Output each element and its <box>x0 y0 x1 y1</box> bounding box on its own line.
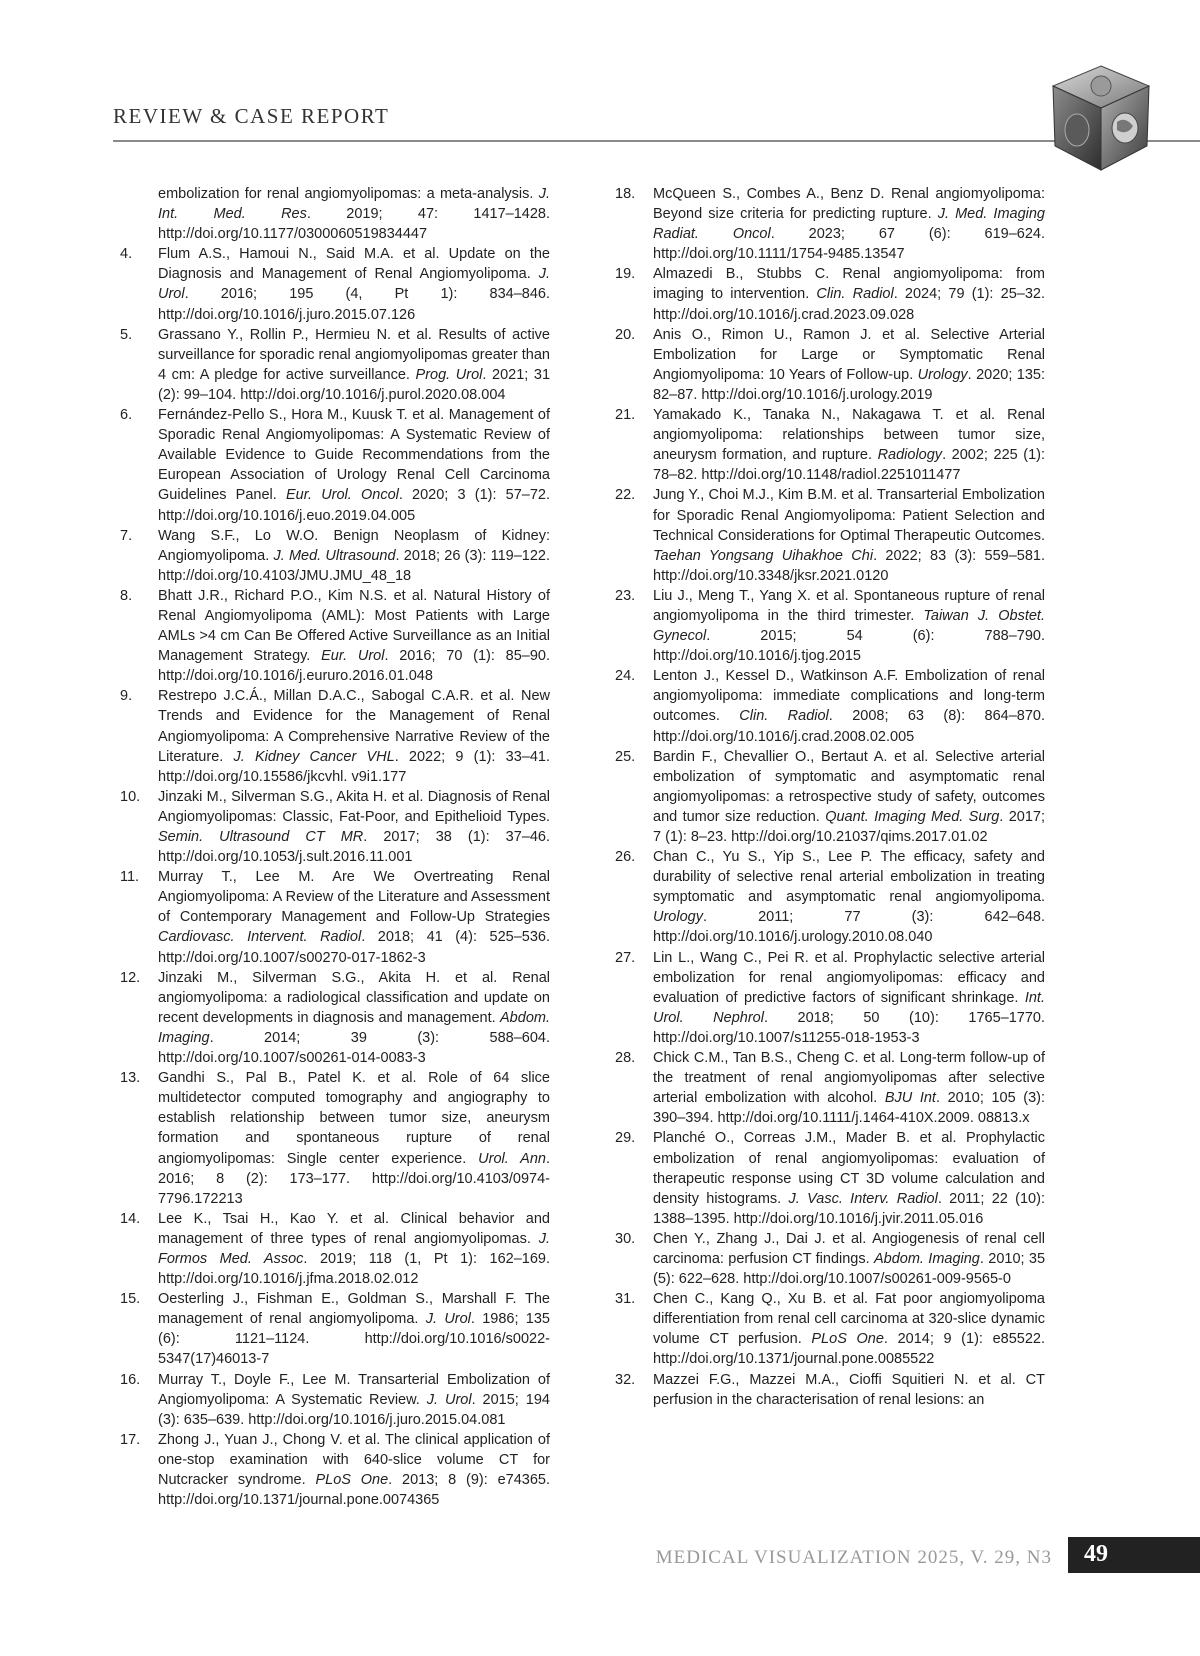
reference-number: 18. <box>615 184 635 204</box>
reference-item <box>120 787 550 867</box>
reference-text: Grassano Y., Rollin P., Hermieu N. et al. Results of active surveillance for sporadic renal angiomyolipomas greater than 4 cm: A pledge for active surveillance. <box>158 327 550 383</box>
reference-journal: Quant. Imaging Med. Surg <box>825 809 999 825</box>
reference-item <box>120 1370 550 1430</box>
reference-text: . 2022; 9 (1): 33–41. http://doi.org/10.15586/jkcvhl. v9i1.177 <box>158 749 550 785</box>
reference-number: 21. <box>615 405 635 425</box>
reference-text: Yamakado K., Tanaka N., Nakagawa T. et al. Renal angiomyolipoma: relationships between tumor size, aneurysm formation, and rupture. <box>653 407 1045 463</box>
reference-text: . 2015; 194 (3): 635–639. http://doi.org/10.1016/j.juro.2015.04.081 <box>158 1392 550 1428</box>
page-number: 49 <box>1084 1541 1108 1568</box>
journal-cube-logo-icon <box>1045 62 1157 174</box>
reference-item <box>615 747 1045 847</box>
reference-text: Wang S.F., Lo W.O. Benign Neoplasm of Kidney: Angiomyolipoma. <box>158 528 550 564</box>
reference-text: . 2018; 26 (3): 119–122. http://doi.org/10.4103/JMU.JMU_48_18 <box>158 548 550 584</box>
reference-journal: J. Vasc. Interv. Radiol <box>789 1191 938 1207</box>
reference-text: . 2013; 8 (9): e74365. http://doi.org/10.1371/journal.pone.0074365 <box>158 1472 550 1508</box>
reference-text: Bhatt J.R., Richard P.O., Kim N.S. et al. Natural History of Renal Angiomyolipoma (AML): Most Patients with Large AMLs >4 cm Can Be Offered Active Surveillance as an Initial Management Strategy. <box>158 588 550 664</box>
reference-text: . 2019; 118 (1, Pt 1): 162–169. http://doi.org/10.1016/j.jfma.2018.02.012 <box>158 1251 550 1287</box>
reference-item <box>615 586 1045 666</box>
reference-text: McQueen S., Combes A., Benz D. Renal angiomyolipoma: Beyond size criteria for predicting rupture. <box>653 186 1045 222</box>
reference-number: 15. <box>120 1289 140 1309</box>
reference-journal: Clin. Radiol <box>739 708 829 724</box>
reference-number: 24. <box>615 666 635 686</box>
reference-text: Planché O., Correas J.M., Mader B. et al. Prophylactic embolization of renal angiomyolipomas: evaluation of therapeutic response using CT 3D volume calculation and density histograms. <box>653 1130 1045 1206</box>
references-left-column <box>120 184 550 1510</box>
reference-number: 28. <box>615 1048 635 1068</box>
reference-number: 17. <box>120 1430 140 1450</box>
reference-text: Mazzei F.G., Mazzei M.A., Cioffi Squitieri N. et al. CT perfusion in the characterisation of renal lesions: an <box>653 1372 1045 1408</box>
reference-text: Murray T., Doyle F., Lee M. Transarterial Embolization of Angiomyolipoma: A Systematic Review. <box>158 1372 550 1408</box>
reference-item <box>615 666 1045 746</box>
reference-text: . 2015; 54 (6): 788–790. http://doi.org/10.1016/j.tjog.2015 <box>653 628 1045 664</box>
reference-text: . 2011; 22 (10): 1388–1395. http://doi.org/10.1016/j.jvir.2011.05.016 <box>653 1191 1045 1227</box>
reference-journal: J. Med. Ultrasound <box>273 548 395 564</box>
reference-text: Chen Y., Zhang J., Dai J. et al. Angiogenesis of renal cell carcinoma: perfusion CT findings. <box>653 1231 1045 1267</box>
reference-item <box>120 405 550 526</box>
reference-number: 10. <box>120 787 140 807</box>
reference-text: Bardin F., Chevallier O., Bertaut A. et al. Selective arterial embolization of symptomatic and asymptomatic renal angiomyolipomas: a retrospective study of safety, outcomes and tumor size reduction. <box>653 749 1045 825</box>
reference-item <box>120 1289 550 1369</box>
reference-journal: Urology <box>918 367 968 383</box>
reference-text: . 1986; 135 (6): 1121–1124. http://doi.org/10.1016/s0022-5347(17)46013-7 <box>158 1311 550 1367</box>
reference-journal: Radiology <box>878 447 943 463</box>
reference-number: 9. <box>120 686 132 706</box>
reference-number: 14. <box>120 1209 140 1229</box>
reference-journal: PLoS One <box>811 1331 884 1347</box>
reference-text: . 2018; 41 (4): 525–536. http://doi.org/10.1007/s00270-017-1862-3 <box>158 929 550 965</box>
reference-text: Chick C.M., Tan B.S., Cheng C. et al. Long-term follow-up of the treatment of renal angiomyolipomas after selective arterial embolization with alcohol. <box>653 1050 1045 1106</box>
reference-item <box>615 1370 1045 1410</box>
reference-journal: BJU Int <box>885 1090 936 1106</box>
reference-number: 31. <box>615 1289 635 1309</box>
reference-item <box>120 968 550 1068</box>
reference-item <box>120 526 550 586</box>
reference-journal: J. Urol <box>158 266 550 302</box>
reference-number: 27. <box>615 948 635 968</box>
reference-journal: Urol. Ann <box>478 1151 546 1167</box>
reference-item <box>120 867 550 967</box>
reference-text: . 2020; 3 (1): 57–72. http://doi.org/10.1016/j.euo.2019.04.005 <box>158 487 550 523</box>
reference-journal: J. Int. Med. Res <box>158 186 550 222</box>
reference-item <box>615 948 1045 1048</box>
reference-number: 20. <box>615 325 635 345</box>
reference-journal: J. Urol <box>427 1392 472 1408</box>
reference-item <box>120 325 550 405</box>
reference-text: Jinzaki M., Silverman S.G., Akita H. et al. Renal angiomyolipoma: a radiological classification and update on recent developments in diagnosis and management. <box>158 970 550 1026</box>
reference-item <box>615 1229 1045 1289</box>
reference-number: 6. <box>120 405 132 425</box>
reference-journal: Clin. Radiol <box>816 286 893 302</box>
reference-item <box>615 1128 1045 1228</box>
reference-number: 23. <box>615 586 635 606</box>
reference-item <box>615 1289 1045 1369</box>
reference-number: 8. <box>120 586 132 606</box>
reference-journal: Abdom. Imaging <box>874 1251 980 1267</box>
reference-text: Lin L., Wang C., Pei R. et al. Prophylactic selective arterial embolization for renal angiomyolipomas: efficacy and evaluation of predictive factors of significant shrinkage. <box>653 950 1045 1006</box>
reference-item <box>120 1068 550 1209</box>
reference-text: Flum A.S., Hamoui N., Said M.A. et al. Update on the Diagnosis and Management of Renal Angiomyolipoma. <box>158 246 550 282</box>
reference-journal: Urology <box>653 909 703 925</box>
reference-journal: Eur. Urol. Oncol <box>286 487 399 503</box>
reference-text: Lenton J., Kessel D., Watkinson A.F. Embolization of renal angiomyolipoma: immediate complications and long-term outcomes. <box>653 668 1045 724</box>
reference-journal: Cardiovasc. Intervent. Radiol <box>158 929 361 945</box>
reference-text: embolization for renal angiomyolipomas: a meta-analysis. <box>158 186 539 202</box>
reference-item <box>120 184 550 244</box>
reference-item <box>120 244 550 324</box>
reference-text: Jinzaki M., Silverman S.G., Akita H. et al. Diagnosis of Renal Angiomyolipomas: Classic, Fat-Poor, and Epithelioid Types. <box>158 789 550 825</box>
reference-text: . 2022; 83 (3): 559–581. http://doi.org/10.3348/jksr.2021.0120 <box>653 548 1045 584</box>
reference-number: 13. <box>120 1068 140 1088</box>
reference-journal: J. Kidney Cancer VHL <box>234 749 395 765</box>
reference-item <box>615 405 1045 485</box>
reference-text: . 2011; 77 (3): 642–648. http://doi.org/10.1016/j.urology.2010.08.040 <box>653 909 1045 945</box>
reference-journal: J. Urol <box>426 1311 471 1327</box>
reference-item <box>120 586 550 686</box>
reference-number: 26. <box>615 847 635 867</box>
reference-item <box>615 485 1045 585</box>
reference-text: Jung Y., Choi M.J., Kim B.M. et al. Transarterial Embolization for Sporadic Renal Angiomyolipoma: Patient Selection and Technical Considerations for Optimal Therapeutic Outcomes. <box>653 487 1045 543</box>
reference-text: Anis O., Rimon U., Ramon J. et al. Selective Arterial Embolization for Large or Symptomatic Renal Angiomyolipoma: 10 Years of Follow-up. <box>653 327 1045 383</box>
reference-text: Liu J., Meng T., Yang X. et al. Spontaneous rupture of renal angiomyolipoma in the third trimester. <box>653 588 1045 624</box>
reference-item <box>615 1048 1045 1128</box>
reference-journal: Int. Urol. Nephrol <box>653 990 1045 1026</box>
reference-text: . 2017; 7 (1): 8–23. http://doi.org/10.21037/qims.2017.01.02 <box>653 809 1045 845</box>
reference-text: . 2019; 47: 1417–1428. http://doi.org/10.1177/0300060519834447 <box>158 206 550 242</box>
reference-journal: J. Med. Imaging Radiat. Oncol <box>653 206 1045 242</box>
reference-text: . 2002; 225 (1): 78–82. http://doi.org/10.1148/radiol.2251011477 <box>653 447 1045 483</box>
reference-number: 25. <box>615 747 635 767</box>
reference-text: . 2014; 9 (1): e85522. http://doi.org/10.1371/journal.pone.0085522 <box>653 1331 1045 1367</box>
reference-journal: Abdom. Imaging <box>158 1010 550 1046</box>
reference-item <box>615 325 1045 405</box>
reference-text: . 2016; 70 (1): 85–90. http://doi.org/10.1016/j.eururo.2016.01.048 <box>158 648 550 684</box>
reference-number: 16. <box>120 1370 140 1390</box>
references-right-column <box>615 184 1045 1410</box>
reference-text: . 2010; 35 (5): 622–628. http://doi.org/10.1007/s00261-009-9565-0 <box>653 1251 1045 1287</box>
reference-text: . 2020; 135: 82–87. http://doi.org/10.1016/j.urology.2019 <box>653 367 1045 403</box>
reference-text: . 2023; 67 (6): 619–624. http://doi.org/10.1111/1754-9485.13547 <box>653 226 1045 262</box>
reference-text: Oesterling J., Fishman E., Goldman S., Marshall F. The management of renal angiomyolipoma. <box>158 1291 550 1327</box>
reference-number: 32. <box>615 1370 635 1390</box>
reference-number: 12. <box>120 968 140 988</box>
reference-text: Lee K., Tsai H., Kao Y. et al. Clinical behavior and management of three types of renal angiomyolipomas. <box>158 1211 550 1247</box>
section-title: REVIEW & CASE REPORT <box>113 104 389 129</box>
reference-text: Fernández-Pello S., Hora M., Kuusk T. et al. Management of Sporadic Renal Angiomyolipomas: A Systematic Review of Available Evidence to Guide Recommendations from the European Association of Urology Renal Cell Carcinoma Guidelines Panel. <box>158 407 550 503</box>
reference-text: Zhong J., Yuan J., Chong V. et al. The clinical application of one-stop examination with 640-slice volume CT for Nutcracker syndrome. <box>158 1432 550 1488</box>
reference-text: Almazedi B., Stubbs C. Renal angiomyolipoma: from imaging to intervention. <box>653 266 1045 302</box>
reference-text: . 2008; 63 (8): 864–870. http://doi.org/10.1016/j.crad.2008.02.005 <box>653 708 1045 744</box>
reference-item <box>120 1209 550 1289</box>
reference-journal: Semin. Ultrasound CT MR <box>158 829 363 845</box>
reference-text: . 2016; 8 (2): 173–177. http://doi.org/10.4103/0974-7796.172213 <box>158 1151 550 1207</box>
reference-item <box>615 184 1045 264</box>
reference-text: Gandhi S., Pal B., Patel K. et al. Role of 64 slice multidetector computed tomography and angiography to establish relationship between tumor size, aneurysm formation and spontaneous rupture of renal angiomyolipomas: Single center experience. <box>158 1070 550 1166</box>
reference-text: Chan C., Yu S., Yip S., Lee P. The efficacy, safety and durability of selective renal arterial embolization in treating symptomatic and asymptomatic renal angiomyolipoma. <box>653 849 1045 905</box>
journal-footer: MEDICAL VISUALIZATION 2025, V. 29, N3 <box>656 1547 1052 1569</box>
reference-text: Murray T., Lee M. Are We Overtreating Renal Angiomyolipoma: A Review of the Literature and Assessment of Contemporary Management and Follow-Up Strategies <box>158 869 550 925</box>
reference-number: 19. <box>615 264 635 284</box>
reference-journal: J. Formos Med. Assoc <box>158 1231 550 1267</box>
reference-number: 5. <box>120 325 132 345</box>
reference-text: . 2010; 105 (3): 390–394. http://doi.org/10.1111/j.1464-410X.2009. 08813.x <box>653 1090 1045 1126</box>
reference-text: . 2017; 38 (1): 37–46. http://doi.org/10.1053/j.sult.2016.11.001 <box>158 829 550 865</box>
reference-text: . 2014; 39 (3): 588–604. http://doi.org/10.1007/s00261-014-0083-3 <box>158 1030 550 1066</box>
header-rule <box>113 140 1200 142</box>
reference-item <box>120 1430 550 1510</box>
reference-number: 22. <box>615 485 635 505</box>
reference-journal: Taiwan J. Obstet. Gynecol <box>653 608 1045 644</box>
reference-item <box>120 686 550 786</box>
reference-text: Chen C., Kang Q., Xu B. et al. Fat poor angiomyolipoma differentiation from renal cell carcinoma at 320-slice dynamic volume CT perfusion. <box>653 1291 1045 1347</box>
reference-number: 11. <box>120 867 139 887</box>
reference-text: . 2016; 195 (4, Pt 1): 834–846. http://doi.org/10.1016/j.juro.2015.07.126 <box>158 286 550 322</box>
reference-item <box>615 264 1045 324</box>
reference-text: Restrepo J.C.Á., Millan D.A.C., Sabogal C.A.R. et al. New Trends and Evidence for the Management of Renal Angiomyolipoma: A Comprehensive Narrative Review of the Literature. <box>158 688 550 764</box>
reference-item <box>615 847 1045 947</box>
reference-number: 4. <box>120 244 132 264</box>
reference-number: 29. <box>615 1128 635 1148</box>
reference-journal: Prog. Urol <box>416 367 483 383</box>
reference-journal: Taehan Yongsang Uihakhoe Chi <box>653 548 873 564</box>
reference-number: 30. <box>615 1229 635 1249</box>
reference-text: . 2021; 31 (2): 99–104. http://doi.org/10.1016/j.purol.2020.08.004 <box>158 367 550 403</box>
reference-number: 7. <box>120 526 132 546</box>
reference-journal: Eur. Urol <box>321 648 384 664</box>
reference-journal: PLoS One <box>315 1472 388 1488</box>
reference-text: . 2018; 50 (10): 1765–1770. http://doi.org/10.1007/s11255-018-1953-3 <box>653 1010 1045 1046</box>
reference-text: . 2024; 79 (1): 25–32. http://doi.org/10.1016/j.crad.2023.09.028 <box>653 286 1045 322</box>
